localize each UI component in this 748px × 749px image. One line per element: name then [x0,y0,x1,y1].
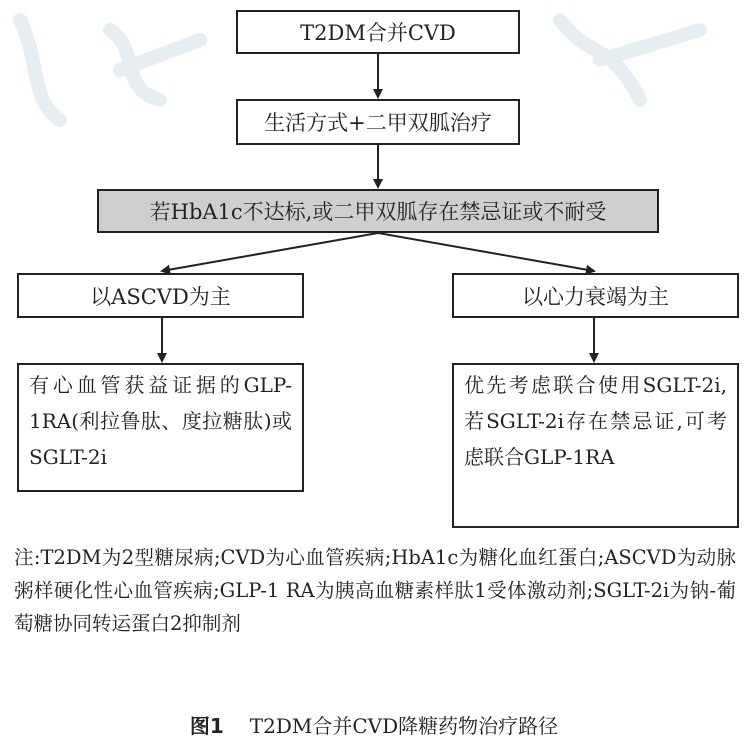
figure-caption [0,711,748,741]
figure-label: 图1 [189,714,224,738]
arrow-condition-to-hf [378,233,594,271]
start-node-label: T2DM合并CVD [300,21,456,45]
heart-failure-branch-label: 以心力衰竭为主 [522,284,669,309]
heart-failure-treatment-node [452,363,739,528]
ascvd-treatment-text: 有心血管获益证据的GLP-1RA(利拉鲁肽、度拉糖肽)或SGLT-2i [29,373,292,469]
heart-failure-branch-node [452,273,739,318]
figure-title: T2DM合并CVD降糖药物治疗路径 [249,714,559,738]
ascvd-branch-label: 以ASCVD为主 [90,284,231,309]
ascvd-treatment-node [17,363,304,492]
arrow-condition-to-ascvd [162,233,378,271]
condition-label: 若HbA1c不达标,或二甲双胍存在禁忌证或不耐受 [149,200,607,224]
heart-failure-treatment-text: 优先考虑联合使用SGLT-2i,若SGLT-2i存在禁忌证,可考虑联合GLP-1RA [464,373,727,469]
ascvd-branch-node [17,273,304,318]
start-node [236,10,520,54]
abbreviation-note: 注:T2DM为2型糖尿病;CVD为心血管疾病;HbA1c为糖化血红蛋白;ASCVD为动脉粥样硬化性心血管疾病;GLP-1 RA为胰高血糖素样肽1受体激动剂;SGLT-2i为钠-葡萄糖协同转运蛋白2抑制剂 [14,546,736,635]
first-line-therapy-node [236,99,520,145]
first-line-therapy-label: 生活方式+二甲双胍治疗 [264,111,492,135]
condition-node [97,189,659,233]
